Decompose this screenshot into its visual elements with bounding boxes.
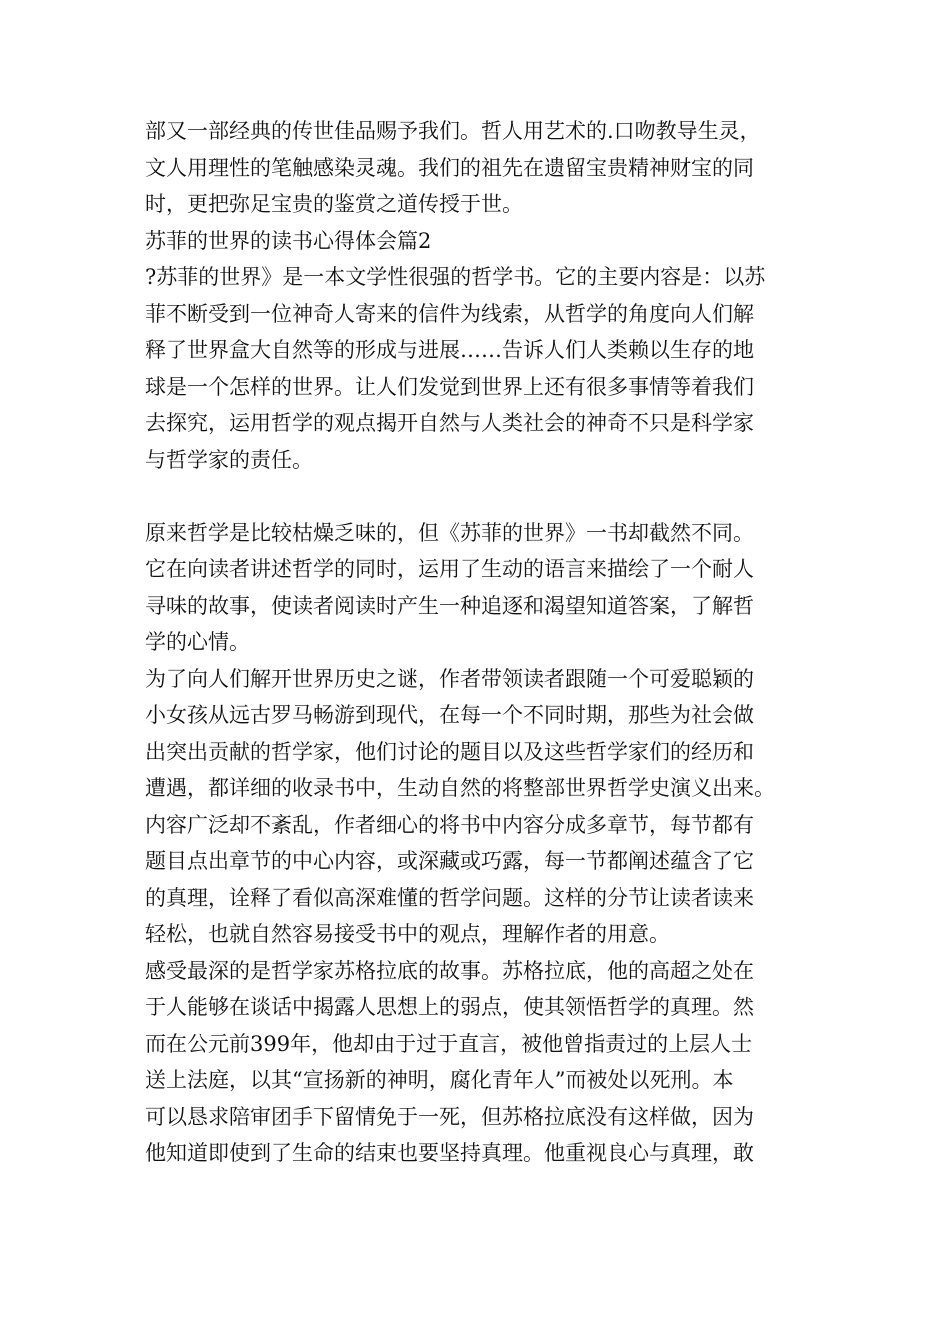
text-line: 菲不断受到一位神奇人寄来的信件为线索，从哲学的角度向人们解	[145, 301, 754, 326]
document-body	[145, 113, 815, 1172]
text-line: 去探究，运用哲学的观点揭开自然与人类社会的神奇不只是科学家	[145, 411, 754, 435]
text-line: 为了向人们解开世界历史之谜，作者带领读者跟随一个可爱聪颖的	[145, 666, 754, 691]
text-line: 寻味的故事，使读者阅读时产生一种追逐和渴望知道答案，了解哲	[145, 593, 754, 618]
text-line: 球是一个怎样的世界。让人们发觉到世界上还有很多事情等着我们	[145, 374, 754, 399]
text-line: 于人能够在谈话中揭露人思想上的弱点，使其领悟哲学的真理。然	[145, 995, 754, 1019]
text-line: 时，更把弥足宝贵的鉴赏之道传授于世。	[145, 192, 523, 216]
blank-line	[145, 478, 815, 515]
text-line: 感受最深的是哲学家苏格拉底的故事。苏格拉底，他的高超之处在	[145, 958, 754, 983]
text-line: 部又一部经典的传世佳品赐予我们。哲人用艺术的.口吻教导生灵，	[145, 119, 761, 143]
text-line: 送上法庭，以其“宣扬新的神明，腐化青年人”而被处以死刑。本	[145, 1068, 734, 1092]
text-line: 遭遇，都详细的收录书中，生动自然的将整部世界哲学史演义出来。	[145, 776, 775, 800]
text-line: 可以恳求陪审团手下留情免于一死，但苏格拉底没有这样做，因为	[145, 1104, 754, 1129]
text-line: 他知道即使到了生命的结束也要坚持真理。他重视良心与真理，敢	[145, 1141, 754, 1165]
text-line: 它在向读者讲述哲学的同时，运用了生动的语言来描绘了一个耐人	[145, 557, 754, 581]
section-heading: 苏菲的世界的读书心得体会篇2	[145, 228, 432, 253]
text-line: 与哲学家的责任。	[145, 447, 313, 472]
text-line: 内容广泛却不紊乱，作者细心的将书中内容分成多章节，每节都有	[145, 812, 754, 837]
text-line: 出突出贡献的哲学家，他们讨论的题目以及这些哲学家们的经历和	[145, 739, 754, 764]
text-line: 释了世界盒大自然等的形成与进展……告诉人们人类赖以生存的地	[145, 338, 754, 362]
text-line: 而在公元前399年，他却由于过于直言，被他曾指责过的上层人士	[145, 1031, 753, 1056]
text-line: 原来哲学是比较枯燥乏味的，但《苏菲的世界》一书却截然不同。	[145, 520, 754, 545]
text-line: 轻松，也就自然容易接受书中的观点，理解作者的用意。	[145, 922, 670, 946]
text-line: ?苏菲的世界》是一本文学性很强的哲学书。它的主要内容是：以苏	[145, 265, 766, 289]
text-line: 文人用理性的笔触感染灵魂。我们的祖先在遗留宝贵精神财宝的同	[145, 155, 754, 180]
text-line: 小女孩从远古罗马畅游到现代，在每一个不同时期，那些为社会做	[145, 703, 754, 727]
text-line: 题目点出章节的中心内容，或深藏或巧露，每一节都阐述蕴含了它	[145, 849, 754, 873]
text-line: 的真理，诠释了看似高深难懂的哲学问题。这样的分节让读者读来	[145, 885, 754, 910]
text-line: 学的心情。	[145, 630, 250, 654]
